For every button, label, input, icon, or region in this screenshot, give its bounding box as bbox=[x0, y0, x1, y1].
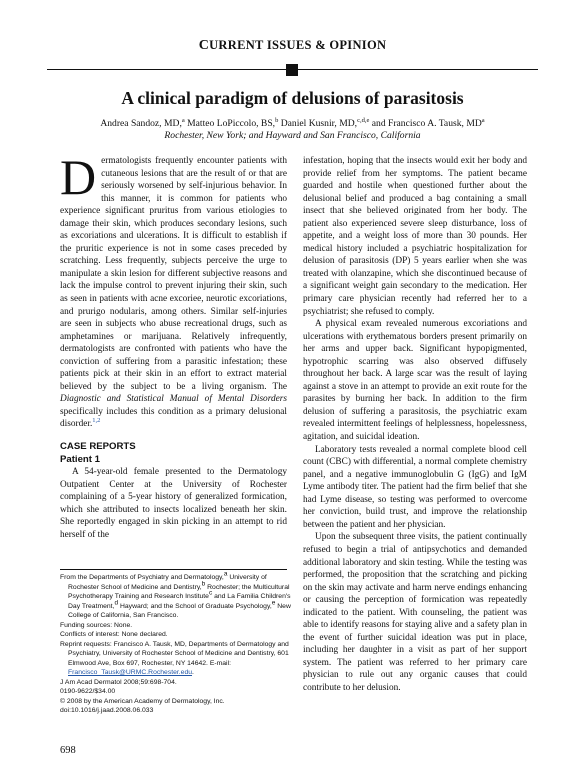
right-column bbox=[303, 155, 527, 695]
body-paragraph: Laboratory tests revealed a normal complete blood cell count (CBC) with differential, a normal complete chemistry panel, and a negative immunoglobulin G (IgG) and IgM Lyme antibody titer. The patient had the firm belief that she had Lyme disease, so testing was performed to overcome her conviction, build trust, and improve the relationship between the patient and her physician. bbox=[303, 444, 527, 530]
footnote-rule bbox=[60, 569, 287, 570]
page-number: 698 bbox=[60, 745, 76, 756]
left-column bbox=[60, 149, 287, 541]
article-title: A clinical paradigm of delusions of parasitosis bbox=[121, 88, 464, 108]
case-reports-heading: CASE REPORTS bbox=[60, 441, 136, 453]
author-list: Andrea Sandoz, MD,$^a$ Matteo LoPiccolo, BS,$^b$ Daniel Kusnir, MD,$^{c,d,e}$ and Francisco A. Tausk, $MD^a$ bbox=[100, 116, 485, 129]
square-marker-icon bbox=[286, 64, 298, 76]
affiliation-note: From the Departments of Psychiatry and Dermatology,$^a$ University of Rochester School of Medicine and Dentistry,$^b$ Rochester; the Multicultural Psychotherapy Training and Research Institute$^c$ and La Familia Children's Day Treatment,$^d$ Hayward; and the School of Graduate Psychology,$^e$ New College of California, San Francisco. bbox=[60, 570, 291, 619]
section-heading: CURRENT ISSUES & OPINION bbox=[198, 38, 387, 53]
issn: 0190-9622/$34.00 bbox=[60, 688, 116, 695]
body-paragraph: Upon the subsequent three visits, the patient continually refused to begin a trial of antipsychotics and demanded additional laboratory and skin testing. While the testing was performed, the proposition that the scratching and picking on the skin may activate and harm nerve endings enhancing or causing the perception of formication was repeatedly indicated to the patient. With counseling, the patient was able to identify reasons for staying alive and a safety plan in the event of further suicidal ideation was put in place, including her daughter in a visit as part of her support system. The patient was referred to her primary care physician to rule out any organic causes that could contribute to her delusion. bbox=[303, 532, 527, 693]
patient-1-heading: Patient 1 bbox=[60, 453, 100, 465]
case-paragraph: A 54-year-old female presented to the Dermatology Outpatient Center at the University of Rochester complaining of a 5-year history of generalized formication, which she attributed to insects localized beneath her skin. She reportedly engaged in skin picking in an attempt to rid herself of the bbox=[60, 467, 287, 540]
journal-citation: J Am Acad Dermatol 2008;59:698-704. bbox=[60, 678, 177, 686]
intro-paragraph: Dermatologists frequently encounter patients with cutaneous lesions that are the result of or that are seriously worsened by self-injurious behavior. In this manner, it is common for patients who experience significant pruritus from various etiologies to damage their skin, which produces secondary lesions, such as excoriations and ulcerations. It is difficult to establish if the pruritic experience is not in some cases preceded by scratching. Less frequently, subjects perceive the urge to manipulate a skin lesion for different subjective reasons and lack the impulse control to prevent injuring their skin, such as seen in patients with acne excoriee, neurotic excoriations, and prurigo nodularis, among others. Similar self-injuries are seen in subjects who abuse recreational drugs, such as amphetamines or marijuana. Relatively infrequently, dermatologists are confronted with patients who have the conviction of suffering from a parasitic infestation; these patients pick at their skin in an effort to extract material believed by the subject to be a living organism. The Diagnostic and Statistical Manual of Mental Disorders specifically includes this condition as a primary delusional disorder.$^{1,2}$ bbox=[60, 149, 287, 430]
body-paragraph: infestation, hoping that the insects would exit her body and provide relief from her symptoms. The patient became guarded and hostile when questioned further about the delusional belief and produced a bag containing a small insect that she believed originated from her body. The patient also experienced severe sleep disturbance, loss of appetite, and a weight loss of more than 30 pounds. Her medical history included a psychiatric hospitalization for delusion of parasitosis (DP) 5 years earlier when she was treated with olanzapine, which she discontinued because of a significant weight gain secondary to the medication. Her primary care physician recently had referred her to a psychiatrist; she refused to comply. bbox=[303, 156, 527, 317]
footnotes bbox=[60, 570, 292, 716]
drop-cap: D bbox=[60, 149, 97, 205]
reference-link[interactable]: 1,2 bbox=[92, 417, 101, 425]
author-locations: Rochester, New York; and Hayward and San Francisco, California bbox=[164, 130, 421, 141]
body-paragraph: A physical exam revealed numerous excoriations and ulcerations with erythematous borders present primarily on her arms and upper back. Significant hypopigmented, hypotrophic scarring was also observed diffusely throughout her back. A large scar was the result of laying against a stove in an attempt to provide an exit route for the parasites by burning her back. In addition to the firm delusion of suffering a parasitosis, the psychiatric exam revealed intermittent feelings of helplessness, hopelessness, agitation, and suicidal ideation. bbox=[303, 319, 527, 443]
doi: doi:10.1016/j.jaad.2008.06.033 bbox=[60, 707, 154, 714]
copyright: © 2008 by the American Academy of Dermatology, Inc. bbox=[60, 697, 225, 705]
funding-note: Funding sources: None. bbox=[60, 621, 133, 629]
email-link[interactable]: Francisco_Tausk@URMC.Rochester.edu bbox=[68, 669, 193, 676]
conflicts-note: Conflicts of interest: None declared. bbox=[60, 631, 168, 638]
reprint-note: Reprint requests: Francisco A. Tausk, MD, Departments of Dermatology and Psychiatry, University of Rochester School of Medicine and Dentistry, 601 Elmwood Ave, Box 697, Rochester, NY 14642. E-mail: Francisco_Tausk@URMC.Rochester.edu. bbox=[60, 640, 289, 676]
heading-rule bbox=[47, 64, 538, 76]
